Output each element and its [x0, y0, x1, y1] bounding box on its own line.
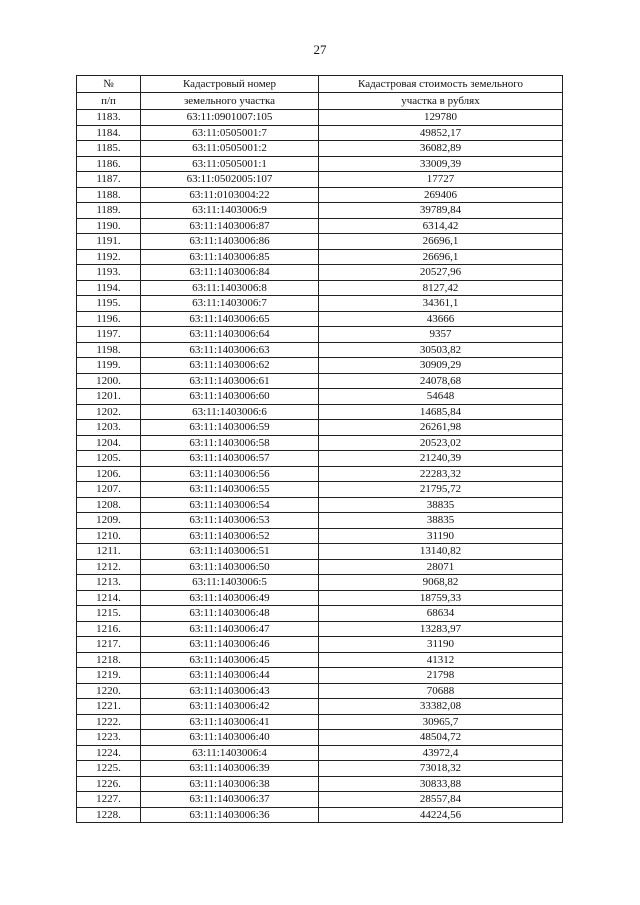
cadastral-value-cell: 49852,17: [319, 125, 563, 141]
header-number-line-2: п/п: [77, 93, 141, 110]
row-number-cell: 1227.: [77, 792, 141, 808]
cadastral-number-cell: 63:11:1403006:84: [141, 265, 319, 281]
cadastral-number-cell: 63:11:1403006:51: [141, 544, 319, 560]
cadastral-number-cell: 63:11:1403006:45: [141, 652, 319, 668]
cadastral-value-cell: 20527,96: [319, 265, 563, 281]
row-number-cell: 1206.: [77, 466, 141, 482]
cadastral-value-cell: 26696,1: [319, 249, 563, 265]
table-row: [77, 590, 563, 606]
row-number-cell: 1216.: [77, 621, 141, 637]
cadastral-value-cell: 129780: [319, 110, 563, 126]
cadastral-number-cell: 63:11:1403006:60: [141, 389, 319, 405]
cadastral-number-cell: 63:11:1403006:5: [141, 575, 319, 591]
table-row: [77, 621, 563, 637]
header-cadastral-value-line-1: Кадастровая стоимость земельного: [319, 76, 563, 93]
table-row: [77, 451, 563, 467]
cadastral-number-cell: 63:11:0505001:2: [141, 141, 319, 157]
cadastral-number-cell: 63:11:1403006:86: [141, 234, 319, 250]
row-number-cell: 1220.: [77, 683, 141, 699]
table-row: [77, 652, 563, 668]
table-row: [77, 218, 563, 234]
table-row: [77, 544, 563, 560]
cadastral-number-cell: 63:11:0901007:105: [141, 110, 319, 126]
cadastral-number-cell: 63:11:1403006:39: [141, 761, 319, 777]
table-row: [77, 296, 563, 312]
cadastral-number-cell: 63:11:1403006:4: [141, 745, 319, 761]
cadastral-number-cell: 63:11:1403006:47: [141, 621, 319, 637]
row-number-cell: 1215.: [77, 606, 141, 622]
row-number-cell: 1200.: [77, 373, 141, 389]
row-number-cell: 1186.: [77, 156, 141, 172]
cadastral-number-cell: 63:11:1403006:56: [141, 466, 319, 482]
cadastral-value-cell: 30909,29: [319, 358, 563, 374]
table-row: [77, 482, 563, 498]
row-number-cell: 1226.: [77, 776, 141, 792]
cadastral-value-cell: 28557,84: [319, 792, 563, 808]
cadastral-value-cell: 18759,33: [319, 590, 563, 606]
header-row-1: [77, 76, 563, 93]
table-row: [77, 420, 563, 436]
row-number-cell: 1219.: [77, 668, 141, 684]
cadastral-value-cell: 30965,7: [319, 714, 563, 730]
cadastral-number-cell: 63:11:1403006:46: [141, 637, 319, 653]
cadastral-number-cell: 63:11:1403006:6: [141, 404, 319, 420]
cadastral-value-cell: 44224,56: [319, 807, 563, 823]
cadastral-number-cell: 63:11:1403006:43: [141, 683, 319, 699]
cadastral-number-cell: 63:11:1403006:48: [141, 606, 319, 622]
cadastral-value-cell: 48504,72: [319, 730, 563, 746]
cadastral-number-cell: 63:11:1403006:38: [141, 776, 319, 792]
cadastral-number-cell: 63:11:1403006:8: [141, 280, 319, 296]
table-row: [77, 435, 563, 451]
table-row: [77, 358, 563, 374]
table-row: [77, 466, 563, 482]
table-row: [77, 761, 563, 777]
table-row: [77, 389, 563, 405]
table-row: [77, 513, 563, 529]
table-row: [77, 156, 563, 172]
cadastral-number-cell: 63:11:1403006:62: [141, 358, 319, 374]
table-row: [77, 559, 563, 575]
header-cadastral-number-line-2: земельного участка: [141, 93, 319, 110]
row-number-cell: 1218.: [77, 652, 141, 668]
row-number-cell: 1212.: [77, 559, 141, 575]
row-number-cell: 1197.: [77, 327, 141, 343]
row-number-cell: 1202.: [77, 404, 141, 420]
row-number-cell: 1195.: [77, 296, 141, 312]
cadastral-value-cell: 13140,82: [319, 544, 563, 560]
cadastral-value-cell: 39789,84: [319, 203, 563, 219]
row-number-cell: 1205.: [77, 451, 141, 467]
row-number-cell: 1222.: [77, 714, 141, 730]
table-row: [77, 327, 563, 343]
cadastral-value-cell: 9068,82: [319, 575, 563, 591]
cadastral-value-cell: 33382,08: [319, 699, 563, 715]
cadastral-value-cell: 73018,32: [319, 761, 563, 777]
cadastral-number-cell: 63:11:1403006:61: [141, 373, 319, 389]
row-number-cell: 1188.: [77, 187, 141, 203]
row-number-cell: 1187.: [77, 172, 141, 188]
table-row: [77, 637, 563, 653]
row-number-cell: 1198.: [77, 342, 141, 358]
table-row: [77, 668, 563, 684]
cadastral-number-cell: 63:11:1403006:54: [141, 497, 319, 513]
table-row: [77, 234, 563, 250]
table-row: [77, 683, 563, 699]
cadastral-number-cell: 63:11:1403006:85: [141, 249, 319, 265]
cadastral-value-cell: 43972,4: [319, 745, 563, 761]
cadastral-value-cell: 21795,72: [319, 482, 563, 498]
cadastral-value-cell: 38835: [319, 497, 563, 513]
cadastral-number-cell: 63:11:0505001:7: [141, 125, 319, 141]
row-number-cell: 1207.: [77, 482, 141, 498]
table-row: [77, 342, 563, 358]
cadastral-value-cell: 9357: [319, 327, 563, 343]
cadastral-value-cell: 22283,32: [319, 466, 563, 482]
cadastral-number-cell: 63:11:0103004:22: [141, 187, 319, 203]
cadastral-value-cell: 13283,97: [319, 621, 563, 637]
row-number-cell: 1217.: [77, 637, 141, 653]
cadastral-value-cell: 6314,42: [319, 218, 563, 234]
table-row: [77, 110, 563, 126]
cadastral-value-table: [76, 75, 563, 823]
cadastral-number-cell: 63:11:1403006:57: [141, 451, 319, 467]
table-row: [77, 404, 563, 420]
row-number-cell: 1224.: [77, 745, 141, 761]
cadastral-number-cell: 63:11:1403006:50: [141, 559, 319, 575]
cadastral-number-cell: 63:11:1403006:55: [141, 482, 319, 498]
table-row: [77, 125, 563, 141]
cadastral-number-cell: 63:11:1403006:36: [141, 807, 319, 823]
row-number-cell: 1211.: [77, 544, 141, 560]
row-number-cell: 1196.: [77, 311, 141, 327]
table-row: [77, 745, 563, 761]
cadastral-value-cell: 21798: [319, 668, 563, 684]
cadastral-value-cell: 38835: [319, 513, 563, 529]
cadastral-number-cell: 63:11:1403006:52: [141, 528, 319, 544]
cadastral-value-cell: 8127,42: [319, 280, 563, 296]
table-row: [77, 606, 563, 622]
cadastral-number-cell: 63:11:1403006:37: [141, 792, 319, 808]
table-row: [77, 249, 563, 265]
cadastral-number-cell: 63:11:1403006:40: [141, 730, 319, 746]
cadastral-value-cell: 24078,68: [319, 373, 563, 389]
cadastral-number-cell: 63:11:1403006:64: [141, 327, 319, 343]
cadastral-value-cell: 17727: [319, 172, 563, 188]
cadastral-value-cell: 26696,1: [319, 234, 563, 250]
cadastral-value-cell: 20523,02: [319, 435, 563, 451]
cadastral-value-cell: 14685,84: [319, 404, 563, 420]
cadastral-number-cell: 63:11:1403006:87: [141, 218, 319, 234]
table-row: [77, 792, 563, 808]
cadastral-number-cell: 63:11:1403006:58: [141, 435, 319, 451]
table-row: [77, 265, 563, 281]
cadastral-value-cell: 54648: [319, 389, 563, 405]
row-number-cell: 1192.: [77, 249, 141, 265]
cadastral-value-cell: 43666: [319, 311, 563, 327]
cadastral-value-cell: 70688: [319, 683, 563, 699]
table-row: [77, 172, 563, 188]
row-number-cell: 1193.: [77, 265, 141, 281]
table-row: [77, 497, 563, 513]
cadastral-number-cell: 63:11:1403006:65: [141, 311, 319, 327]
table-row: [77, 575, 563, 591]
table-row: [77, 187, 563, 203]
row-number-cell: 1185.: [77, 141, 141, 157]
cadastral-value-cell: 21240,39: [319, 451, 563, 467]
cadastral-number-cell: 63:11:1403006:41: [141, 714, 319, 730]
row-number-cell: 1201.: [77, 389, 141, 405]
table-row: [77, 141, 563, 157]
header-cadastral-value-line-2: участка в рублях: [319, 93, 563, 110]
cadastral-number-cell: 63:11:0502005:107: [141, 172, 319, 188]
table-row: [77, 528, 563, 544]
table-row: [77, 730, 563, 746]
cadastral-value-cell: 31190: [319, 528, 563, 544]
table-row: [77, 311, 563, 327]
row-number-cell: 1189.: [77, 203, 141, 219]
cadastral-number-cell: 63:11:1403006:7: [141, 296, 319, 312]
cadastral-number-cell: 63:11:0505001:1: [141, 156, 319, 172]
row-number-cell: 1191.: [77, 234, 141, 250]
row-number-cell: 1214.: [77, 590, 141, 606]
table-body: [77, 110, 563, 823]
row-number-cell: 1210.: [77, 528, 141, 544]
row-number-cell: 1228.: [77, 807, 141, 823]
row-number-cell: 1213.: [77, 575, 141, 591]
table-row: [77, 203, 563, 219]
cadastral-value-cell: 34361,1: [319, 296, 563, 312]
table-row: [77, 807, 563, 823]
cadastral-value-cell: 30833,88: [319, 776, 563, 792]
row-number-cell: 1183.: [77, 110, 141, 126]
page-number: 27: [313, 42, 327, 57]
cadastral-value-cell: 33009,39: [319, 156, 563, 172]
header-row-2: [77, 93, 563, 110]
header-cadastral-number-line-1: Кадастровый номер: [141, 76, 319, 93]
row-number-cell: 1225.: [77, 761, 141, 777]
table-row: [77, 280, 563, 296]
row-number-cell: 1208.: [77, 497, 141, 513]
row-number-cell: 1190.: [77, 218, 141, 234]
row-number-cell: 1209.: [77, 513, 141, 529]
cadastral-number-cell: 63:11:1403006:59: [141, 420, 319, 436]
cadastral-number-cell: 63:11:1403006:63: [141, 342, 319, 358]
table-row: [77, 714, 563, 730]
row-number-cell: 1204.: [77, 435, 141, 451]
cadastral-value-cell: 26261,98: [319, 420, 563, 436]
cadastral-number-cell: 63:11:1403006:42: [141, 699, 319, 715]
row-number-cell: 1194.: [77, 280, 141, 296]
table-row: [77, 776, 563, 792]
cadastral-number-cell: 63:11:1403006:53: [141, 513, 319, 529]
table-header: [77, 76, 563, 110]
cadastral-value-cell: 36082,89: [319, 141, 563, 157]
cadastral-value-cell: 30503,82: [319, 342, 563, 358]
row-number-cell: 1199.: [77, 358, 141, 374]
cadastral-value-cell: 28071: [319, 559, 563, 575]
cadastral-value-cell: 31190: [319, 637, 563, 653]
table-row: [77, 699, 563, 715]
cadastral-number-cell: 63:11:1403006:44: [141, 668, 319, 684]
row-number-cell: 1184.: [77, 125, 141, 141]
row-number-cell: 1203.: [77, 420, 141, 436]
cadastral-number-cell: 63:11:1403006:49: [141, 590, 319, 606]
table-row: [77, 373, 563, 389]
cadastral-value-cell: 68634: [319, 606, 563, 622]
cadastral-number-cell: 63:11:1403006:9: [141, 203, 319, 219]
cadastral-value-cell: 41312: [319, 652, 563, 668]
row-number-cell: 1221.: [77, 699, 141, 715]
header-number-line-1: №: [77, 76, 141, 93]
cadastral-value-cell: 269406: [319, 187, 563, 203]
row-number-cell: 1223.: [77, 730, 141, 746]
